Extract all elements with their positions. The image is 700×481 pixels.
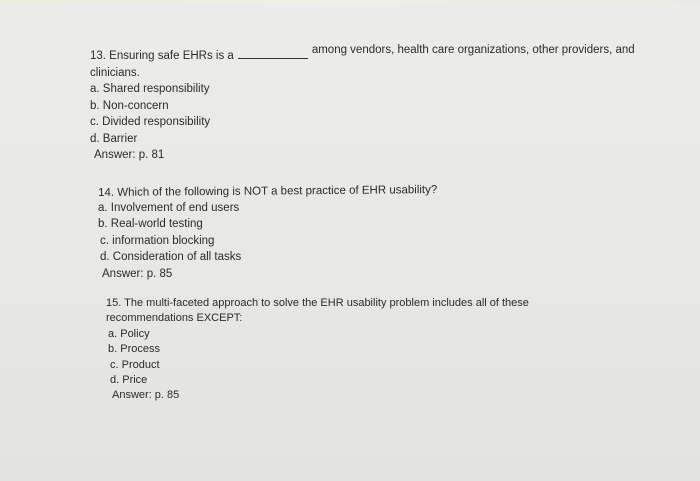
question-13-answer: Answer: p. 81	[94, 149, 165, 161]
question-13-stem-start: 13. Ensuring safe EHRs is a	[90, 50, 234, 62]
question-15-stem-line2: recommendations EXCEPT:	[106, 312, 243, 325]
page-top-edge	[0, 0, 700, 3]
question-14-stem: 14. Which of the following is NOT a best practice of EHR usability?	[98, 184, 438, 199]
question-15-option-d: d. Price	[110, 374, 148, 387]
question-14-option-b: b. Real-world testing	[98, 218, 203, 230]
question-14-option-a: a. Involvement of end users	[98, 201, 240, 214]
question-15-option-b: b. Process	[108, 343, 160, 356]
question-14-option-d: d. Consideration of all tasks	[100, 251, 242, 263]
question-14	[98, 185, 437, 282]
question-15-stem-line1: 15. The multi-faceted approach to solve the EHR usability problem includes all of these	[106, 297, 529, 309]
question-13-option-c: c. Divided responsibility	[90, 116, 211, 128]
question-15-option-c: c. Product	[110, 358, 160, 371]
question-13-stem-continued: clinicians.	[90, 66, 140, 79]
question-13-stem-end: among vendors, health care organizations, other providers, and	[311, 44, 635, 56]
question-15	[106, 296, 529, 404]
question-14-answer: Answer: p. 85	[102, 267, 173, 280]
question-13	[90, 44, 635, 164]
question-15-option-a: a. Policy	[108, 327, 150, 340]
answer-blank	[238, 49, 308, 59]
question-15-answer: Answer: p. 85	[112, 389, 180, 402]
question-13-stem	[90, 44, 635, 65]
question-13-option-b: b. Non-concern	[90, 99, 169, 112]
question-13-option-a: a. Shared responsibility	[90, 83, 210, 95]
question-14-option-c: c. information blocking	[100, 234, 215, 247]
question-13-option-d: d. Barrier	[90, 132, 138, 145]
